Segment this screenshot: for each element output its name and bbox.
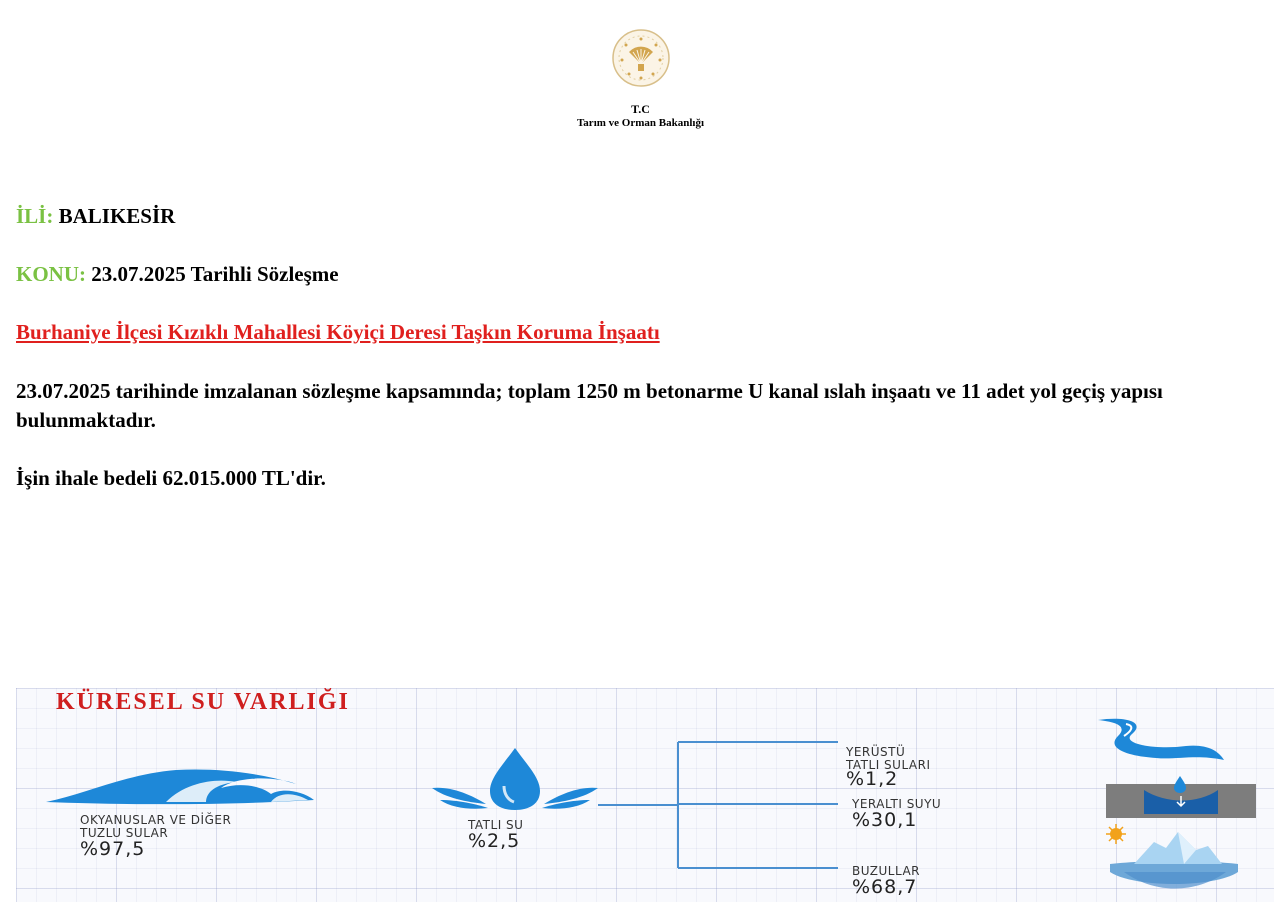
province-line: [16, 204, 175, 229]
subject-value: 23.07.2025 Tarihli Sözleşme: [91, 262, 339, 286]
water-drop-icon: [430, 746, 600, 810]
glaciers-label: BUZULLAR: [852, 864, 921, 878]
subject-label: KONU:: [16, 262, 86, 286]
groundwater-percent: %30,1: [852, 809, 918, 831]
groundwater-label: YERALTI SUYU: [852, 797, 942, 811]
infographic-title: KÜRESEL SU VARLIĞI: [56, 689, 350, 715]
ocean-label-2: TUZLU SULAR: [80, 826, 169, 840]
document-header: [0, 28, 1281, 130]
header-ministry: Tarım ve Orman Bakanlığı: [576, 117, 705, 129]
province-label: İLİ:: [16, 204, 54, 228]
surface-water-label-2: TATLI SULARI: [846, 758, 931, 772]
iceberg-icon: [1104, 824, 1244, 894]
surface-water-percent: %1,2: [846, 768, 899, 790]
ministry-seal-icon: [611, 28, 671, 88]
ocean-wave-icon: [46, 768, 316, 806]
description-paragraph: 23.07.2025 tarihinde imzalanan sözleşme kapsamında; toplam 1250 m betonarme U kanal ıslah inşaatı ve 11 adet yol geçiş yapısı bulunmaktadır.: [16, 379, 1163, 432]
subject-line: [16, 262, 339, 287]
global-water-infographic: [16, 688, 1274, 902]
fresh-water-label: TATLI SU: [468, 818, 524, 832]
river-icon: [1096, 716, 1226, 766]
province-value: BALIKESİR: [58, 204, 176, 228]
header-tc: T.C: [631, 102, 650, 116]
project-title: Burhaniye İlçesi Kızıklı Mahallesi Köyiçi Deresi Taşkın Koruma İnşaatı: [16, 320, 660, 344]
glaciers-percent: %68,7: [852, 876, 918, 898]
ocean-label-1: OKYANUSLAR VE DİĞER: [80, 813, 232, 827]
groundwater-soil-icon: [1106, 774, 1256, 820]
ocean-percent: %97,5: [80, 838, 146, 860]
surface-water-label-1: YERÜSTÜ: [846, 745, 906, 759]
price-paragraph: İşin ihale bedeli 62.015.000 TL'dir.: [16, 466, 326, 490]
fresh-water-percent: %2,5: [468, 830, 521, 852]
